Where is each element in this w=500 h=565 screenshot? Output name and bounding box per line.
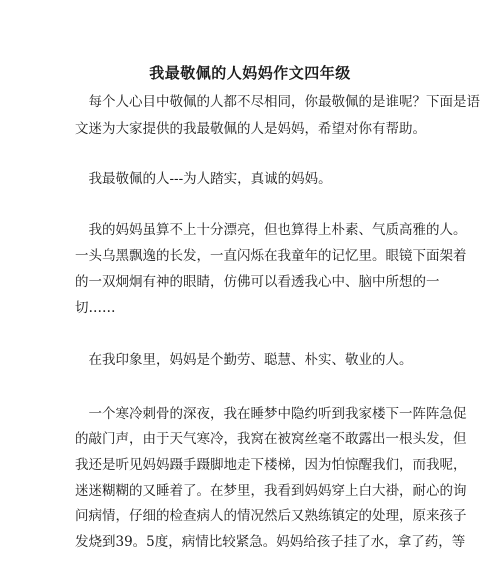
paragraph-line: 切…… — [75, 300, 116, 316]
paragraph-line: 我还是听见妈妈蹑手蹑脚地走下楼梯，因为怕惊醒我们，而我呢， — [75, 457, 467, 473]
paragraph-line: 文迷为大家提供的我最敬佩的人是妈妈，希望对你有帮助。 — [75, 121, 426, 137]
paragraph-line: 发烧到39。5度，病情比较紧急。妈妈给孩子挂了水，拿了药，等 — [75, 534, 466, 550]
paragraph-line: 我最敬佩的人---为人踏实，真诚的妈妈。 — [75, 171, 332, 187]
paragraph-line: 在我印象里，妈妈是个勤劳、聪慧、朴实、敬业的人。 — [75, 352, 413, 368]
paragraph-line: 的敲门声，由于天气寒冷，我窝在被窝丝毫不敢露出一根头发，但 — [75, 431, 467, 447]
document-title: 我最敬佩的人妈妈作文四年级 — [149, 64, 351, 82]
paragraph-line: 一头乌黑飘逸的长发，一直闪烁在我童年的记忆里。眼镜下面架着 — [75, 248, 467, 264]
paragraph-line: 一个寒冷刺骨的深夜，我在睡梦中隐约听到我家楼下一阵阵急促 — [75, 406, 467, 422]
paragraph-line: 我的妈妈虽算不上十分漂亮，但也算得上朴素、气质高雅的人。 — [75, 222, 467, 238]
paragraph-line: 迷迷糊糊的又睡着了。在梦里，我看到妈妈穿上白大褂，耐心的询 — [75, 483, 467, 499]
paragraph-line: 问病情，仔细的检查病人的情况然后又熟练镇定的处理，原来孩子 — [75, 508, 467, 524]
paragraph-line: 每个人心目中敬佩的人都不尽相同，你最敬佩的是谁呢？下面是语 — [75, 94, 480, 110]
paragraph-line: 的一双炯炯有神的眼睛，仿佛可以看透我心中、脑中所想的一 — [75, 274, 440, 290]
